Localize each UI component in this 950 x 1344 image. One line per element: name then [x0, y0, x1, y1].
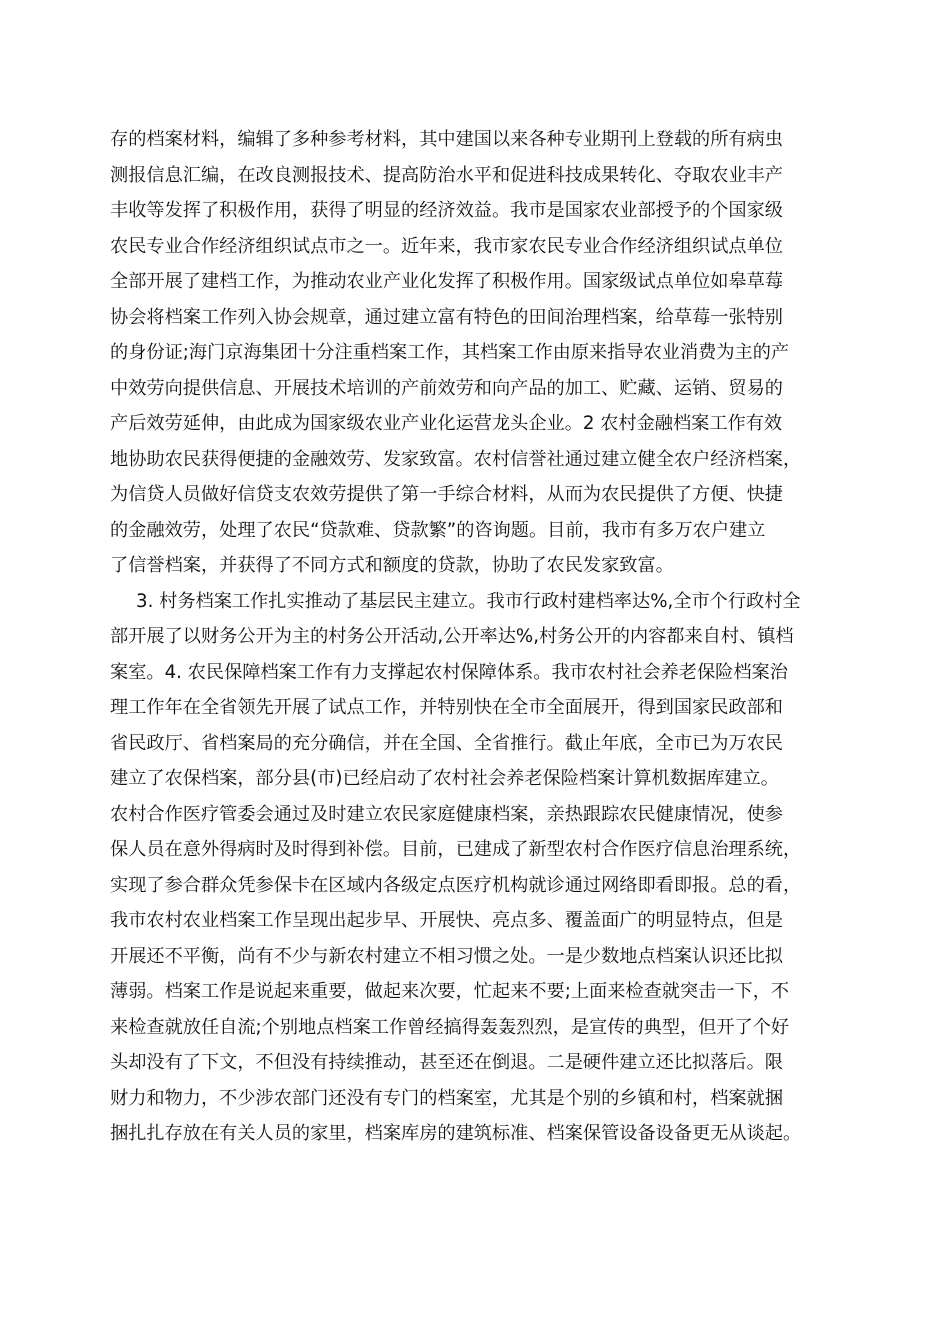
text-line: 产后效劳延伸，由此成为国家级农业产业化运营龙头企业。2 农村金融档案工作有效 — [110, 413, 783, 434]
text-line: 保人员在意外得病时及时得到补偿。目前，已建成了新型农村合作医疗信息治理系统， — [110, 839, 802, 860]
text-line: 实现了参合群众凭参保卡在区域内各级定点医疗机构就诊通过网络即看即报。总的看， — [110, 874, 802, 896]
text-line: 为信贷人员做好信贷支农效劳提供了第一手综合材料，从而为农民提供了方便、快捷 — [110, 484, 783, 505]
text-line: 案室。4. 农民保障档案工作有力支撑起农村保障体系。我市农村社会养老保险档案治 — [110, 661, 788, 683]
text-line: 理工作年在全省领先开展了试点工作，并特别快在全市全面展开，得到国家民政部和 — [110, 697, 783, 718]
text-line: 地协助农民获得便捷的金融效劳、发家致富。农村信誉社通过建立健全农户经济档案， — [110, 448, 802, 470]
text-line: 部开展了以财务公开为主的村务公开活动,公开率达%,村务公开的内容都来自村、镇档 — [110, 626, 794, 647]
text-line: 全部开展了建档工作，为推动农业产业化发挥了积极作用。国家级试点单位如皋草莓 — [110, 271, 783, 292]
text-line: 农民专业合作经济组织试点市之一。近年来，我市家农民专业合作经济组织试点单位 — [110, 235, 783, 257]
text-line: 建立了农保档案，部分县(市)已经启动了农村社会养老保险档案计算机数据库建立。 — [110, 768, 779, 789]
text-line: 3. 村务档案工作扎实推动了基层民主建立。我市行政村建档率达%,全市个行政村全 — [136, 590, 801, 612]
text-line: 来检查就放任自流;个别地点档案工作曾经搞得轰轰烈烈，是宣传的典型，但开了个好 — [110, 1016, 790, 1038]
text-line: 的身份证;海门京海集团十分注重档案工作，其档案工作由原来指导农业消费为主的产 — [110, 342, 790, 363]
text-line: 开展还不平衡，尚有不少与新农村建立不相习惯之处。一是少数地点档案认识还比拟 — [110, 945, 783, 967]
text-line: 省民政厅、省档案局的充分确信，并在全国、全省推行。截止年底，全市已为万农民 — [110, 732, 783, 754]
text-line: 头却没有了下文，不但没有持续推动，甚至还在倒退。二是硬件建立还比拟落后。限 — [110, 1052, 783, 1073]
text-line: 协会将档案工作列入协会规章，通过建立富有特色的田间治理档案，给草莓一张特别 — [110, 306, 783, 328]
text-line: 捆扎扎存放在有关人员的家里，档案库房的建筑标准、档案保管设备设备更无从谈起。 — [110, 1123, 802, 1144]
text-line: 中效劳向提供信息、开展技术培训的产前效劳和向产品的加工、贮藏、运销、贸易的 — [110, 377, 783, 399]
text-line: 存的档案材料，编辑了多种参考材料，其中建国以来各种专业期刊上登载的所有病虫 — [110, 129, 783, 150]
text-line: 财力和物力，不少涉农部门还没有专门的档案室，尤其是个别的乡镇和村，档案就捆 — [110, 1087, 783, 1109]
text-line: 农村合作医疗管委会通过及时建立农民家庭健康档案，亲热跟踪农民健康情况，使参 — [110, 803, 783, 825]
text-line: 的金融效劳，处理了农民“贷款难、贷款繁”的咨询题。目前，我市有多万农户建立 — [110, 519, 766, 541]
text-line: 薄弱。档案工作是说起来重要，做起来次要，忙起来不要;上面来检查就突击一下，不 — [110, 981, 790, 1002]
document-body — [110, 122, 850, 1152]
text-line: 我市农村农业档案工作呈现出起步早、开展快、亮点多、覆盖面广的明显特点，但是 — [110, 910, 783, 931]
text-line: 了信誉档案，并获得了不同方式和额度的贷款，协助了农民发家致富。 — [110, 555, 674, 576]
text-line: 丰收等发挥了积极作用，获得了明显的经济效益。我市是国家农业部授予的个国家级 — [110, 200, 783, 221]
text-line: 测报信息汇编，在改良测报技术、提高防治水平和促进科技成果转化、夺取农业丰产 — [110, 164, 783, 186]
